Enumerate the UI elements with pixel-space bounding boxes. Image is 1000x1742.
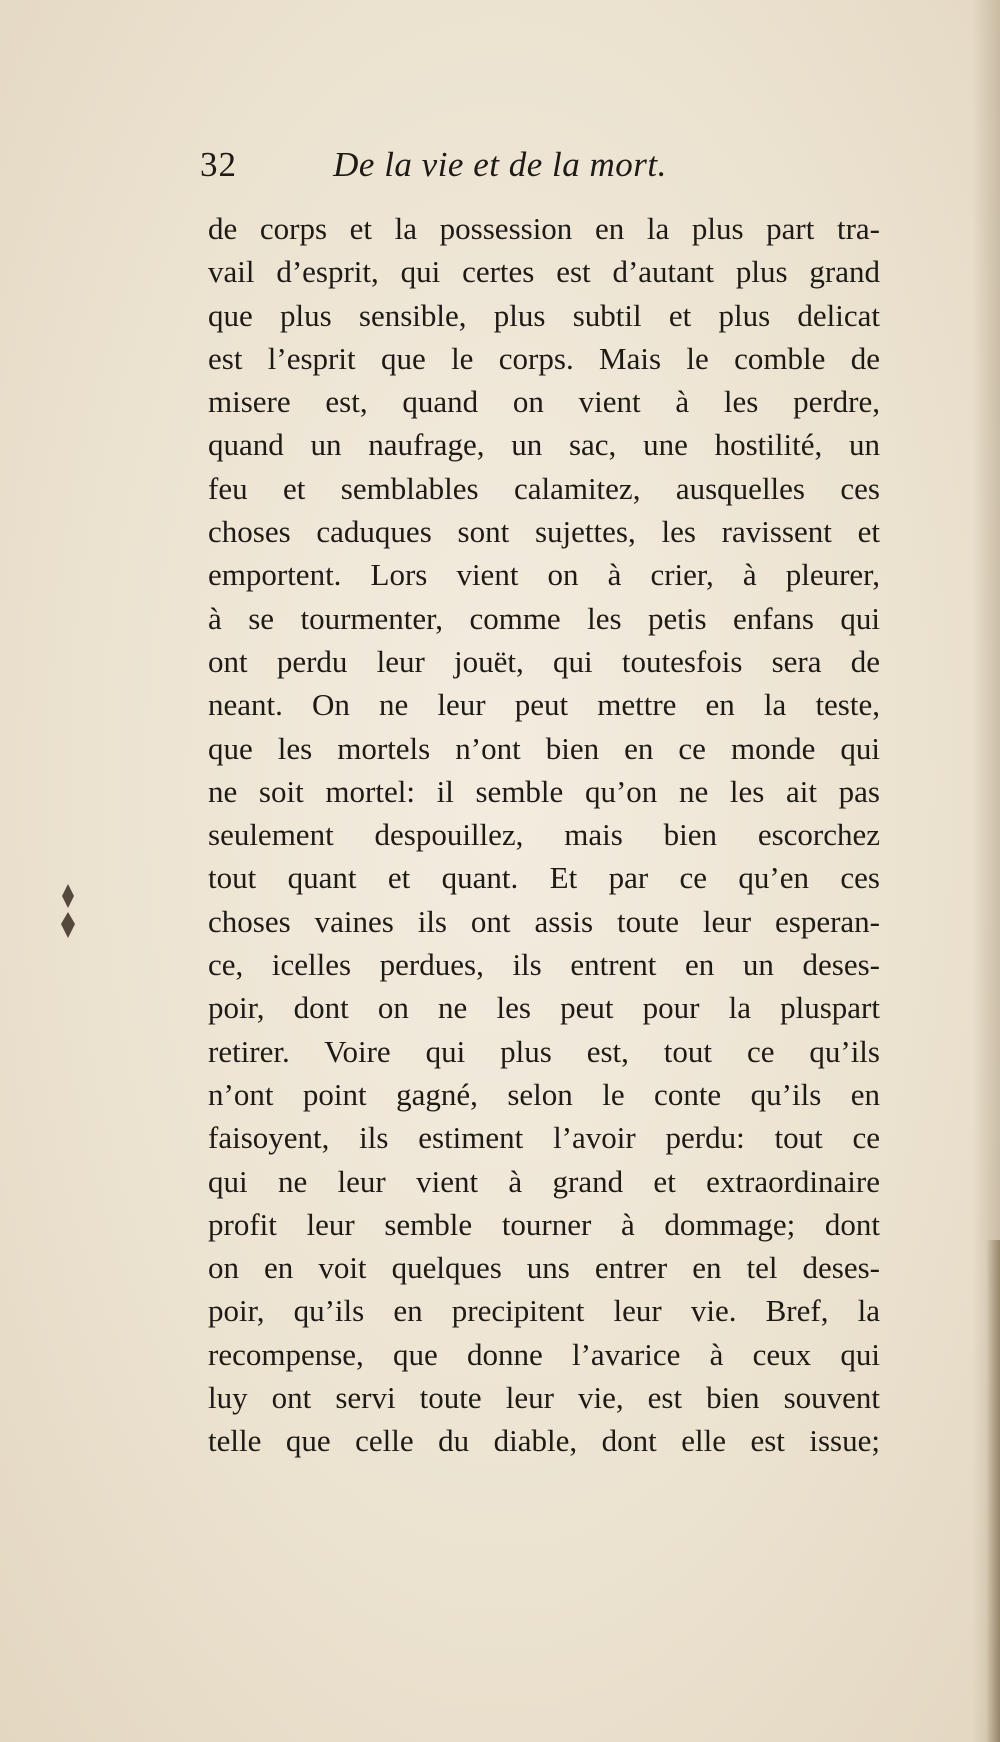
page-number: 32 (200, 145, 237, 184)
text-line: profit leur semble tourner à dommage; dont (208, 1206, 880, 1242)
running-title: De la vie et de la mort. (333, 145, 667, 184)
text-line: quand un naufrage, un sac, une hostilité, un (208, 427, 880, 463)
text-line: feu et semblables calamitez, ausquelles ces (208, 470, 880, 506)
text-line: poir, qu’ils en precipitent leur vie. Bref, la (208, 1293, 880, 1329)
text-line: à se tourmenter, comme les petis enfans qui (208, 600, 880, 636)
page-edge-stain (986, 1240, 1000, 1742)
margin-ornament-icon (56, 882, 80, 942)
text-line: neant. On ne leur peut mettre en la teste, (208, 687, 880, 723)
text-line: vail d’esprit, qui certes est d’autant plus grand (208, 254, 880, 290)
text-line: luy ont servi toute leur vie, est bien souvent (208, 1380, 880, 1416)
text-line: ce, icelles perdues, ils entrent en un deses- (208, 947, 880, 983)
text-line: emportent. Lors vient on à crier, à pleurer, (208, 557, 880, 593)
text-line: choses caduques sont sujettes, les ravissent et (208, 514, 880, 550)
running-head (200, 140, 800, 190)
text-line: de corps et la possession en la plus part tra- (208, 211, 880, 246)
text-line: seulement despouillez, mais bien escorchez (208, 817, 880, 853)
text-line: poir, dont on ne les peut pour la pluspart (208, 990, 880, 1026)
text-line: telle que celle du diable, dont elle est issue; (208, 1423, 880, 1459)
text-line: ont perdu leur jouët, qui toutesfois sera de (208, 643, 880, 679)
text-line: choses vaines ils ont assis toute leur esperan- (208, 903, 880, 939)
text-line: on en voit quelques uns entrer en tel deses- (208, 1250, 880, 1286)
text-line: ne soit mortel: il semble qu’on ne les ait pas (208, 773, 880, 809)
text-line: tout quant et quant. Et par ce qu’en ces (208, 860, 880, 896)
text-line: que plus sensible, plus subtil et plus delicat (208, 297, 880, 333)
text-line: n’ont point gagné, selon le conte qu’ils en (208, 1076, 880, 1112)
text-line: faisoyent, ils estiment l’avoir perdu: tout ce (208, 1120, 880, 1156)
text-line: retirer. Voire qui plus est, tout ce qu’ils (208, 1033, 880, 1069)
text-line: est l’esprit que le corps. Mais le comble de (208, 340, 880, 376)
text-line: misere est, quand on vient à les perdre, (208, 384, 880, 420)
text-line: que les mortels n’ont bien en ce monde qui (208, 730, 880, 766)
text-line: recompense, que donne l’avarice à ceux qui (208, 1336, 880, 1372)
text-line: qui ne leur vient à grand et extraordinaire (208, 1163, 880, 1199)
body-text (208, 207, 880, 1463)
